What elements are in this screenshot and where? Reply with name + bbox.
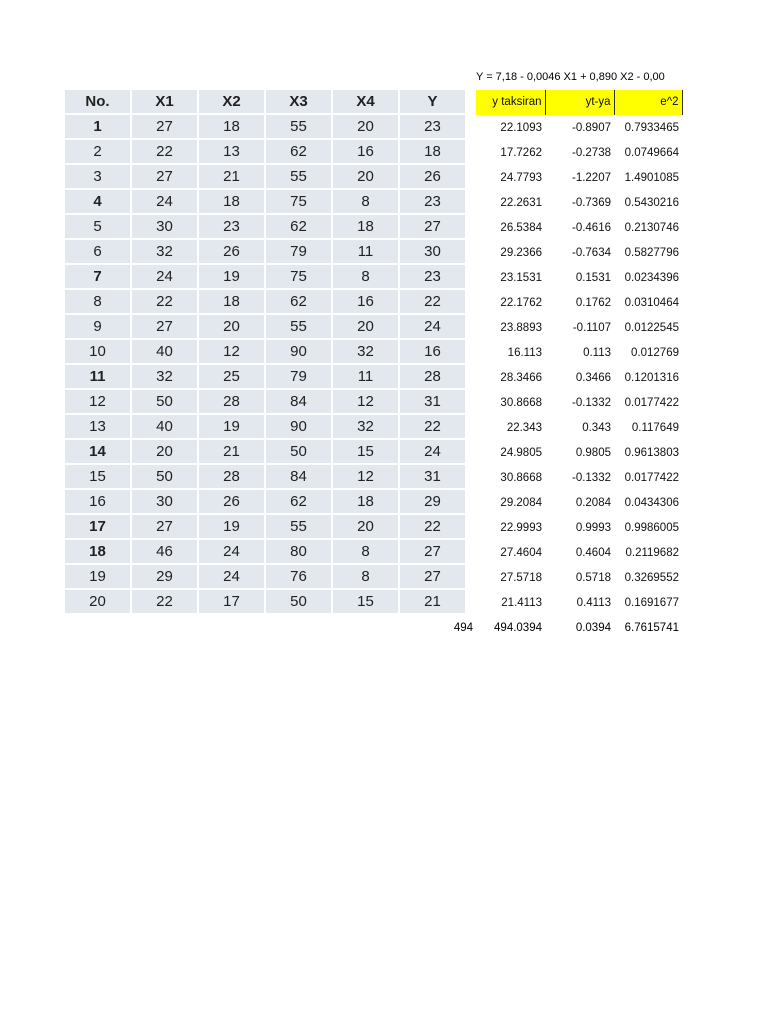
cell-y: 23 [400,115,465,140]
cell-x4: 8 [333,540,398,565]
cell-x2: 19 [199,415,264,440]
regression-formula: Y = 7,18 - 0,0046 X1 + 0,890 X2 - 0,00 [476,71,665,83]
cell-x3: 50 [266,590,331,615]
cell-y: 27 [400,540,465,565]
cell-x2: 18 [199,190,264,215]
cell-y-taksiran: 21.4113 [501,597,542,609]
cell-x4: 8 [333,190,398,215]
cell-residual: 0.9993 [575,522,611,534]
cell-x1: 24 [132,265,197,290]
table-row [65,315,465,340]
residual-row [476,566,682,591]
cell-x4: 32 [333,415,398,440]
table-row [65,440,465,465]
cell-residual: 0.343 [582,422,611,434]
cell-x2: 18 [199,115,264,140]
cell-x1: 32 [132,365,197,390]
cell-e-squared: 0.0749664 [624,147,679,159]
cell-x1: 22 [132,590,197,615]
cell-x1: 27 [132,515,197,540]
residual-row [476,516,682,541]
table-row [65,415,465,440]
cell-e-squared: 0.1691677 [624,597,679,609]
cell-no: 5 [65,215,130,240]
header-x3: X3 [266,90,331,115]
cell-no: 8 [65,290,130,315]
header-y: Y [400,90,465,115]
cell-residual: 0.9805 [575,447,611,459]
cell-e-squared: 0.7933465 [624,122,679,134]
cell-x2: 24 [199,565,264,590]
cell-x4: 20 [333,515,398,540]
cell-x3: 55 [266,165,331,190]
cell-x3: 62 [266,490,331,515]
cell-y: 22 [400,415,465,440]
data-table [63,90,467,615]
table-row [65,115,465,140]
residual-row [476,316,682,341]
residual-row [476,391,682,416]
cell-x1: 50 [132,465,197,490]
residual-row [476,291,682,316]
cell-x1: 29 [132,565,197,590]
cell-x1: 24 [132,190,197,215]
cell-y: 22 [400,515,465,540]
table-row [65,365,465,390]
cell-residual: 0.2084 [575,497,611,509]
cell-residual: -0.4616 [571,222,611,234]
cell-y-taksiran: 26.5384 [500,222,542,234]
cell-x3: 80 [266,540,331,565]
cell-y: 16 [400,340,465,365]
cell-no: 15 [65,465,130,490]
cell-residual: -0.7634 [571,247,611,259]
cell-x2: 26 [199,490,264,515]
cell-x3: 79 [266,240,331,265]
header-y-taksiran: y taksiran [476,90,545,116]
cell-x3: 62 [266,140,331,165]
cell-y-taksiran: 22.9993 [500,522,542,534]
cell-y: 31 [400,465,465,490]
cell-residual: 0.4604 [575,547,611,559]
table-row [65,515,465,540]
cell-x1: 40 [132,340,197,365]
table-row [65,465,465,490]
total-y: 494 [453,622,473,634]
cell-x3: 76 [266,565,331,590]
cell-y-taksiran: 22.1762 [500,297,542,309]
cell-residual: -0.7369 [571,197,611,209]
cell-e-squared: 0.2130746 [624,222,679,234]
residual-row [476,116,682,142]
cell-x1: 30 [132,490,197,515]
cell-x2: 12 [199,340,264,365]
residual-row [476,591,682,616]
cell-y-taksiran: 23.1531 [500,272,542,284]
residual-row [476,366,682,391]
cell-y: 26 [400,165,465,190]
cell-no: 17 [65,515,130,540]
cell-x3: 84 [266,465,331,490]
table-row [65,140,465,165]
cell-x1: 27 [132,165,197,190]
cell-x4: 18 [333,215,398,240]
cell-x2: 17 [199,590,264,615]
cell-residual: 0.1531 [575,272,611,284]
cell-y-taksiran: 30.8668 [500,472,542,484]
cell-x4: 18 [333,490,398,515]
header-x4: X4 [333,90,398,115]
cell-y-taksiran: 29.2084 [500,497,542,509]
cell-no: 14 [65,440,130,465]
cell-e-squared: 0.3269552 [624,572,679,584]
cell-x3: 79 [266,365,331,390]
residual-header-row [476,90,682,116]
cell-x4: 12 [333,465,398,490]
table-row [65,565,465,590]
cell-y: 21 [400,590,465,615]
cell-x2: 18 [199,290,264,315]
totals-row [476,620,682,636]
cell-x2: 20 [199,315,264,340]
cell-no: 4 [65,190,130,215]
cell-x4: 15 [333,590,398,615]
cell-y: 24 [400,440,465,465]
cell-y-taksiran: 24.9805 [500,447,542,459]
cell-x1: 22 [132,290,197,315]
cell-x4: 8 [333,265,398,290]
cell-x1: 50 [132,390,197,415]
cell-x2: 13 [199,140,264,165]
cell-e-squared: 0.2119682 [625,547,679,559]
cell-e-squared: 0.117649 [631,422,679,434]
residual-row [476,216,682,241]
cell-residual: -1.2207 [571,172,611,184]
cell-x4: 15 [333,440,398,465]
cell-y: 27 [400,565,465,590]
header-row [65,90,465,115]
cell-x4: 20 [333,165,398,190]
cell-no: 1 [65,115,130,140]
cell-e-squared: 0.1201316 [624,372,679,384]
cell-y: 27 [400,215,465,240]
total-e-squared: 6.7615741 [624,622,679,634]
cell-x4: 32 [333,340,398,365]
cell-e-squared: 1.4901085 [624,172,679,184]
table-row [65,190,465,215]
cell-no: 6 [65,240,130,265]
cell-y-taksiran: 28.3466 [500,372,542,384]
residual-row [476,416,682,441]
cell-residual: -0.1332 [571,397,611,409]
cell-x4: 12 [333,390,398,415]
residual-row [476,241,682,266]
cell-no: 11 [65,365,130,390]
header-residual: yt-ya [545,90,614,116]
cell-y-taksiran: 30.8668 [500,397,542,409]
table-row [65,165,465,190]
residual-row [476,191,682,216]
residual-row [476,466,682,491]
cell-x3: 62 [266,290,331,315]
cell-x1: 27 [132,315,197,340]
cell-x3: 55 [266,515,331,540]
cell-x4: 8 [333,565,398,590]
table-row [65,340,465,365]
cell-e-squared: 0.5430216 [624,197,679,209]
cell-x3: 62 [266,215,331,240]
cell-residual: 0.1762 [575,297,611,309]
cell-e-squared: 0.0122545 [624,322,679,334]
cell-no: 18 [65,540,130,565]
cell-x3: 84 [266,390,331,415]
cell-y: 29 [400,490,465,515]
cell-residual: 0.4113 [576,597,611,609]
cell-y: 22 [400,290,465,315]
table-row [65,265,465,290]
cell-x4: 20 [333,115,398,140]
cell-residual: -0.2738 [571,147,611,159]
cell-x2: 26 [199,240,264,265]
residual-row [476,441,682,466]
cell-y: 24 [400,315,465,340]
cell-x3: 55 [266,115,331,140]
cell-no: 10 [65,340,130,365]
cell-y-taksiran: 23.8893 [500,322,542,334]
cell-x3: 75 [266,265,331,290]
cell-x2: 28 [199,390,264,415]
cell-e-squared: 0.0177422 [624,397,679,409]
total-y-taksiran: 494.0394 [494,622,542,634]
cell-y: 23 [400,265,465,290]
cell-x3: 75 [266,190,331,215]
residual-row [476,141,682,166]
cell-x1: 30 [132,215,197,240]
cell-x1: 46 [132,540,197,565]
cell-x3: 55 [266,315,331,340]
cell-y: 18 [400,140,465,165]
cell-e-squared: 0.0177422 [624,472,679,484]
cell-no: 16 [65,490,130,515]
cell-x2: 19 [199,515,264,540]
total-residual: 0.0394 [575,622,611,634]
cell-no: 2 [65,140,130,165]
residual-row [476,266,682,291]
cell-x3: 50 [266,440,331,465]
cell-x2: 21 [199,440,264,465]
cell-residual: 0.5718 [575,572,611,584]
cell-e-squared: 0.0434306 [624,497,679,509]
cell-x2: 19 [199,265,264,290]
cell-y-taksiran: 22.1093 [500,122,542,134]
cell-y: 23 [400,190,465,215]
cell-y-taksiran: 27.4604 [500,547,542,559]
residual-table [476,90,683,616]
cell-e-squared: 0.9613803 [624,447,679,459]
header-x1: X1 [132,90,197,115]
cell-y: 31 [400,390,465,415]
cell-residual: -0.8907 [571,122,611,134]
cell-x3: 90 [266,340,331,365]
cell-x1: 20 [132,440,197,465]
cell-no: 13 [65,415,130,440]
table-row [65,540,465,565]
cell-x4: 20 [333,315,398,340]
cell-no: 9 [65,315,130,340]
cell-no: 19 [65,565,130,590]
cell-x1: 40 [132,415,197,440]
cell-y-taksiran: 22.2631 [500,197,542,209]
cell-no: 12 [65,390,130,415]
cell-x1: 22 [132,140,197,165]
residual-row [476,541,682,566]
residual-row [476,491,682,516]
cell-y-taksiran: 24.7793 [500,172,542,184]
cell-x3: 90 [266,415,331,440]
cell-e-squared: 0.0310464 [624,297,679,309]
cell-y-taksiran: 27.5718 [500,572,542,584]
cell-no: 20 [65,590,130,615]
cell-e-squared: 0.9986005 [624,522,679,534]
cell-x4: 11 [333,365,398,390]
cell-x2: 28 [199,465,264,490]
cell-e-squared: 0.012769 [631,347,679,359]
cell-y-taksiran: 29.2366 [500,247,542,259]
cell-e-squared: 0.0234396 [624,272,679,284]
header-no: No. [65,90,130,115]
residual-row [476,341,682,366]
cell-y-taksiran: 22.343 [506,422,542,434]
table-row [65,215,465,240]
cell-no: 7 [65,265,130,290]
cell-x2: 21 [199,165,264,190]
cell-x2: 23 [199,215,264,240]
cell-e-squared: 0.5827796 [624,247,679,259]
cell-residual: -0.1107 [572,322,611,334]
cell-x2: 24 [199,540,264,565]
cell-residual: 0.3466 [575,372,611,384]
cell-x4: 16 [333,140,398,165]
header-e-squared: e^2 [614,90,682,116]
table-row [65,290,465,315]
cell-y-taksiran: 17.7262 [500,147,542,159]
cell-y: 30 [400,240,465,265]
cell-residual: 0.113 [583,347,611,359]
table-row [65,240,465,265]
cell-x2: 25 [199,365,264,390]
cell-x4: 11 [333,240,398,265]
cell-residual: -0.1332 [571,472,611,484]
residual-row [476,166,682,191]
cell-no: 3 [65,165,130,190]
cell-x1: 32 [132,240,197,265]
cell-x1: 27 [132,115,197,140]
header-x2: X2 [199,90,264,115]
table-row [65,590,465,615]
table-row [65,390,465,415]
table-row [65,490,465,515]
cell-x4: 16 [333,290,398,315]
cell-y: 28 [400,365,465,390]
cell-y-taksiran: 16.113 [507,347,542,359]
